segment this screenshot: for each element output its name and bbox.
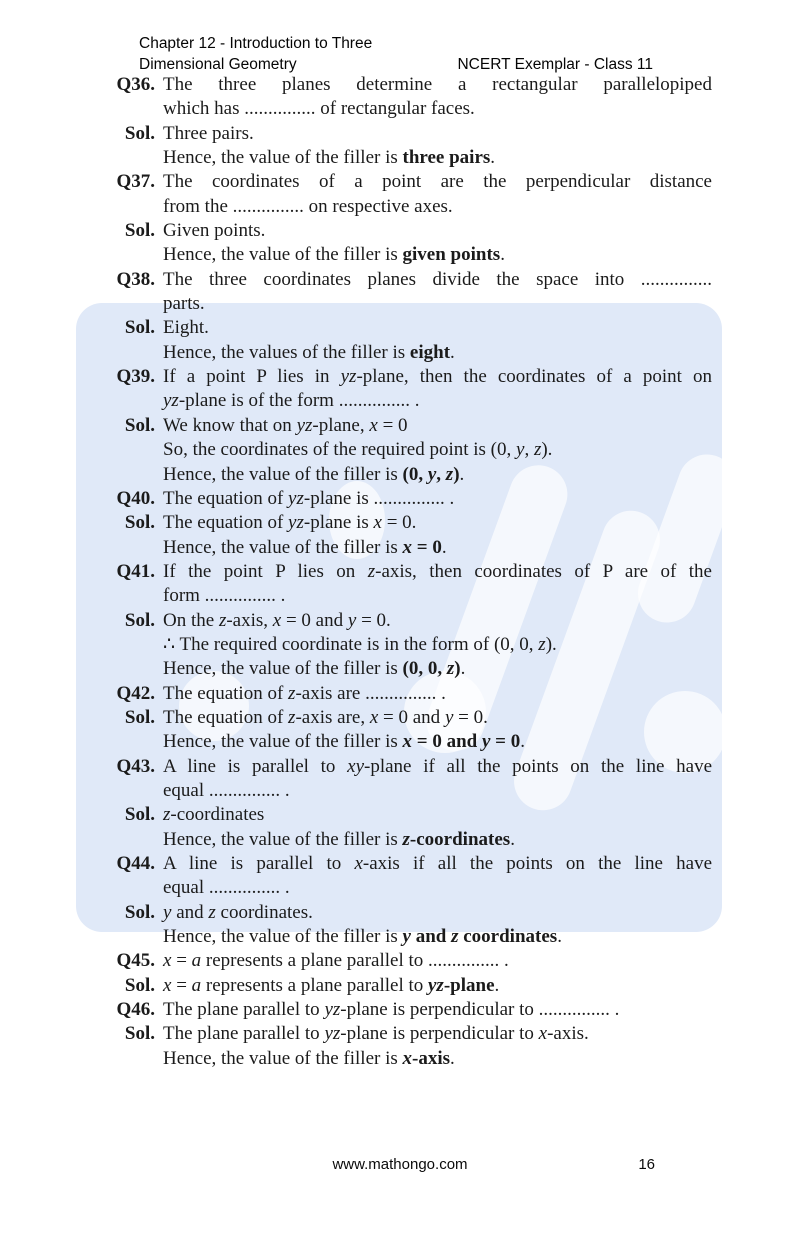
text-segment: = 0. (453, 706, 488, 728)
question-row (100, 998, 712, 1022)
entry-label: Q41. (116, 560, 155, 582)
text-segment: yz (428, 974, 444, 996)
text-segment: three pairs (402, 147, 491, 169)
text-segment: The equation of (163, 512, 289, 534)
text-segment: z (402, 828, 410, 850)
text-segment: -coordinates (409, 828, 511, 850)
entry-label: Q38. (116, 268, 155, 290)
text-segment: -axis are ............... . (295, 682, 446, 704)
text-line (163, 852, 712, 876)
text-segment: form ............... . (163, 585, 286, 607)
text-segment: The coordinates of a point are the perpendicular distance (163, 171, 712, 193)
solution-row (100, 974, 712, 998)
text-segment: The three planes determine a rectangular parallelopiped (163, 74, 712, 95)
entry-label: Q42. (116, 682, 155, 704)
text-segment: = 0 and (378, 706, 445, 728)
entry-body (163, 803, 712, 852)
entry-body (163, 974, 712, 998)
text-segment: Eight. (163, 317, 209, 339)
text-segment: -plane, (312, 414, 370, 436)
text-line (163, 487, 712, 511)
text-segment: z (445, 463, 454, 485)
text-segment: = 0 (490, 731, 521, 753)
entry-label: Sol. (124, 609, 155, 631)
text-segment: y (402, 926, 411, 948)
text-segment: y (347, 609, 357, 631)
text-segment: On the (163, 609, 219, 631)
text-segment: yz (296, 414, 313, 436)
content-area (100, 73, 712, 1071)
text-line (163, 414, 712, 438)
text-segment: Hence, the value of the filler is (163, 658, 403, 680)
entry-body (163, 414, 712, 487)
text-segment: given points (402, 244, 501, 266)
entry-body (163, 122, 712, 171)
text-line (163, 511, 712, 535)
text-segment: , (436, 463, 446, 485)
text-segment: from the ............... on respective axes. (163, 195, 453, 217)
entry-body (163, 487, 712, 511)
text-line (163, 584, 712, 608)
text-line (163, 536, 712, 560)
text-segment: -axis, then coordinates of P are of the (375, 560, 712, 582)
text-line (163, 949, 712, 973)
text-segment: -coordinates (170, 804, 265, 826)
entry-body (163, 316, 712, 365)
text-line (163, 560, 712, 584)
entry-label: Sol. (124, 901, 155, 923)
text-segment: -axis if all the points on the line have (362, 853, 713, 874)
solution-row (100, 219, 712, 268)
text-segment: equal ............... . (163, 877, 290, 899)
book-header: NCERT Exemplar - Class 11 (457, 56, 653, 73)
text-line (163, 122, 712, 146)
entry-label: Sol. (124, 220, 155, 242)
text-segment: . (494, 974, 500, 996)
text-segment: and (410, 926, 452, 948)
solution-row (100, 901, 712, 950)
solution-row (100, 122, 712, 171)
text-segment: Hence, the value of the filler is (163, 244, 403, 266)
text-segment: x (402, 731, 413, 753)
text-line (163, 463, 712, 487)
solution-row (100, 803, 712, 852)
entry-body (163, 901, 712, 950)
text-line (163, 316, 712, 340)
text-segment: If a point P lies in (163, 366, 341, 388)
text-segment: . (450, 341, 455, 363)
text-segment: ). (541, 439, 553, 461)
text-segment: = (171, 974, 192, 996)
question-row (100, 560, 712, 609)
entry-body (163, 852, 712, 901)
text-segment: y (481, 731, 491, 753)
text-line (163, 73, 712, 97)
text-segment: z (163, 804, 171, 826)
entry-body (163, 706, 712, 755)
text-segment: z (218, 609, 227, 631)
entry-body (163, 560, 712, 609)
entry-label: Sol. (124, 1023, 155, 1045)
text-segment: -plane is of the form ............... . (178, 390, 420, 412)
solution-row (100, 316, 712, 365)
text-segment: -axis (412, 1047, 451, 1069)
text-line (163, 389, 712, 413)
text-segment: x (402, 1047, 413, 1069)
text-segment: (0, (402, 463, 428, 485)
solution-row (100, 1022, 712, 1071)
entry-label: Sol. (124, 122, 155, 144)
entry-label: Q40. (116, 487, 155, 509)
text-segment: = 0 and (412, 731, 482, 753)
text-line (163, 755, 712, 779)
text-line (163, 341, 712, 365)
text-segment: -axis. (547, 1023, 589, 1045)
text-segment: Hence, the value of the filler is (163, 731, 403, 753)
entry-label: Sol. (124, 974, 155, 996)
entry-label: Q39. (116, 366, 155, 388)
entry-body (163, 170, 712, 219)
text-segment: ∴ The required coordinate is in the form of (0, 0, (163, 633, 539, 655)
text-line (163, 974, 712, 998)
text-segment: x (373, 512, 382, 534)
text-segment: yz (340, 366, 357, 388)
text-segment: xy (347, 755, 365, 777)
text-segment: coordinates. (215, 901, 313, 923)
entry-label: Q37. (116, 171, 155, 193)
text-line (163, 925, 712, 949)
entry-label: Q46. (116, 999, 155, 1021)
text-line (163, 633, 712, 657)
text-segment: Three pairs. (163, 122, 254, 144)
text-line (163, 779, 712, 803)
entry-label: Q43. (116, 755, 155, 777)
text-segment: The equation of (163, 706, 289, 728)
text-line (163, 97, 712, 121)
entry-body (163, 998, 712, 1022)
text-segment: The three coordinates planes divide the space into ............... (163, 268, 712, 290)
question-row (100, 268, 712, 317)
text-line (163, 1047, 712, 1071)
text-segment: represents a plane parallel to (201, 974, 428, 996)
text-segment: (0, 0, (402, 658, 447, 680)
text-segment: ) (454, 658, 461, 680)
text-segment: . (510, 828, 515, 850)
text-segment: We know that on (163, 414, 297, 436)
text-line (163, 657, 712, 681)
text-segment: yz (163, 390, 179, 412)
text-line (163, 1022, 712, 1046)
question-row (100, 755, 712, 804)
text-segment: Hence, the values of the filler is (163, 341, 410, 363)
solution-row (100, 414, 712, 487)
text-segment: equal ............... . (163, 779, 290, 801)
text-line (163, 292, 712, 316)
text-segment: x (402, 536, 413, 558)
question-row (100, 949, 712, 973)
text-segment: -axis are, (295, 706, 370, 728)
text-segment: z (533, 439, 542, 461)
text-segment: -plane is perpendicular to (340, 1023, 539, 1045)
text-segment: The equation of (163, 487, 289, 509)
text-segment: yz (324, 999, 341, 1021)
text-segment: which has ............... of rectangular faces. (163, 98, 475, 120)
text-segment: The equation of (163, 682, 289, 704)
question-row (100, 170, 712, 219)
text-segment: eight (409, 341, 451, 363)
text-segment: -plane (443, 974, 495, 996)
entry-label: Sol. (124, 512, 155, 534)
text-segment: coordinates (458, 926, 558, 948)
text-line (163, 146, 712, 170)
text-line (163, 243, 712, 267)
text-segment: y (163, 901, 172, 923)
text-segment: x (163, 974, 172, 996)
text-segment: z (208, 901, 216, 923)
entry-label: Sol. (124, 317, 155, 339)
text-segment: . (450, 1047, 455, 1069)
text-segment: Hence, the value of the filler is (163, 1047, 403, 1069)
text-segment: x (272, 609, 282, 631)
footer-website: www.mathongo.com (332, 1156, 468, 1173)
text-segment: -plane is perpendicular to ............... . (340, 999, 620, 1021)
text-segment: -plane is (303, 512, 374, 534)
text-segment: x (369, 706, 379, 728)
text-segment: = 0 and (281, 609, 348, 631)
text-segment: . (500, 244, 505, 266)
text-segment: x (354, 853, 363, 874)
text-segment: parts. (163, 293, 205, 315)
text-segment: = 0 (412, 536, 442, 558)
text-segment: = (171, 950, 192, 972)
text-segment: So, the coordinates of the required point is (0, (163, 439, 517, 461)
text-segment: The plane parallel to (163, 999, 325, 1021)
text-line (163, 609, 712, 633)
text-segment: A line is parallel to (163, 853, 355, 874)
text-segment: If the point P lies on (163, 560, 368, 582)
text-segment: Hence, the value of the filler is (163, 463, 403, 485)
text-line (163, 828, 712, 852)
text-segment: and (171, 901, 209, 923)
page-number: 16 (638, 1156, 655, 1173)
text-segment: -plane is ............... . (303, 487, 455, 509)
text-segment: The plane parallel to (163, 1023, 325, 1045)
text-segment: Hence, the value of the filler is (163, 926, 403, 948)
text-segment: Hence, the value of the filler is (163, 828, 403, 850)
entry-label: Q36. (116, 74, 155, 95)
text-segment: a (191, 950, 202, 972)
text-line (163, 219, 712, 243)
entry-label: Sol. (124, 804, 155, 826)
text-segment: . (460, 658, 466, 680)
text-segment: . (441, 536, 447, 558)
question-row (100, 852, 712, 901)
text-segment: . (557, 926, 562, 948)
text-segment: z (538, 633, 546, 655)
text-segment: = 0. (381, 512, 417, 534)
entry-label: Q45. (116, 950, 155, 972)
text-segment: Given points. (163, 220, 266, 242)
text-segment: -axis, (226, 609, 273, 631)
text-line (163, 730, 712, 754)
solution-row (100, 511, 712, 560)
text-segment: x (538, 1023, 548, 1045)
entry-label: Q44. (116, 853, 155, 874)
entry-body (163, 755, 712, 804)
solution-row (100, 609, 712, 682)
solution-row (100, 706, 712, 755)
text-segment: y (427, 463, 437, 485)
question-row (100, 73, 712, 122)
text-segment: Hence, the value of the filler is (163, 147, 403, 169)
text-segment: y (516, 439, 525, 461)
entry-label: Sol. (124, 706, 155, 728)
text-segment: z (451, 926, 459, 948)
text-line (163, 682, 712, 706)
entry-body (163, 949, 712, 973)
question-row (100, 682, 712, 706)
text-line (163, 365, 712, 389)
entry-body (163, 682, 712, 706)
text-segment: yz (324, 1023, 341, 1045)
text-segment: ) (453, 463, 460, 485)
question-row (100, 487, 712, 511)
text-segment: . (490, 147, 496, 169)
text-segment: . (520, 731, 525, 753)
text-line (163, 901, 712, 925)
text-line (163, 438, 712, 462)
text-line (163, 195, 712, 219)
chapter-header-line1: Chapter 12 - Introduction to Three (139, 35, 373, 52)
text-segment: -plane if all the points on the line have (364, 755, 712, 777)
text-segment: x (163, 950, 172, 972)
text-line (163, 803, 712, 827)
entry-body (163, 73, 712, 122)
entry-body (163, 609, 712, 682)
text-segment: z (288, 682, 296, 704)
entry-body (163, 365, 712, 414)
text-segment: y (444, 706, 454, 728)
text-segment: . (459, 463, 465, 485)
entry-label: Sol. (124, 414, 155, 436)
text-segment: , (524, 439, 534, 461)
text-line (163, 706, 712, 730)
text-line (163, 876, 712, 900)
text-segment: yz (288, 487, 304, 509)
text-segment: -plane, then the coordinates of a point on (356, 366, 713, 388)
entry-body (163, 1022, 712, 1071)
text-segment: x (369, 414, 378, 436)
chapter-header (139, 33, 372, 75)
text-segment: represents a plane parallel to ............... . (201, 950, 509, 972)
text-segment: z (367, 560, 376, 582)
text-segment: z (288, 706, 296, 728)
text-segment: ). (545, 633, 557, 655)
text-segment: A line is parallel to (163, 755, 348, 777)
text-line (163, 998, 712, 1022)
text-segment: = 0 (377, 414, 408, 436)
entry-body (163, 268, 712, 317)
chapter-header-line2: Dimensional Geometry (139, 56, 297, 73)
question-row (100, 365, 712, 414)
text-segment: a (191, 974, 202, 996)
text-segment: z (446, 658, 455, 680)
text-line (163, 170, 712, 194)
entry-body (163, 219, 712, 268)
text-segment: Hence, the value of the filler is (163, 536, 403, 558)
text-line (163, 268, 712, 292)
text-segment: yz (288, 512, 304, 534)
entry-body (163, 511, 712, 560)
text-segment: = 0. (356, 609, 391, 631)
